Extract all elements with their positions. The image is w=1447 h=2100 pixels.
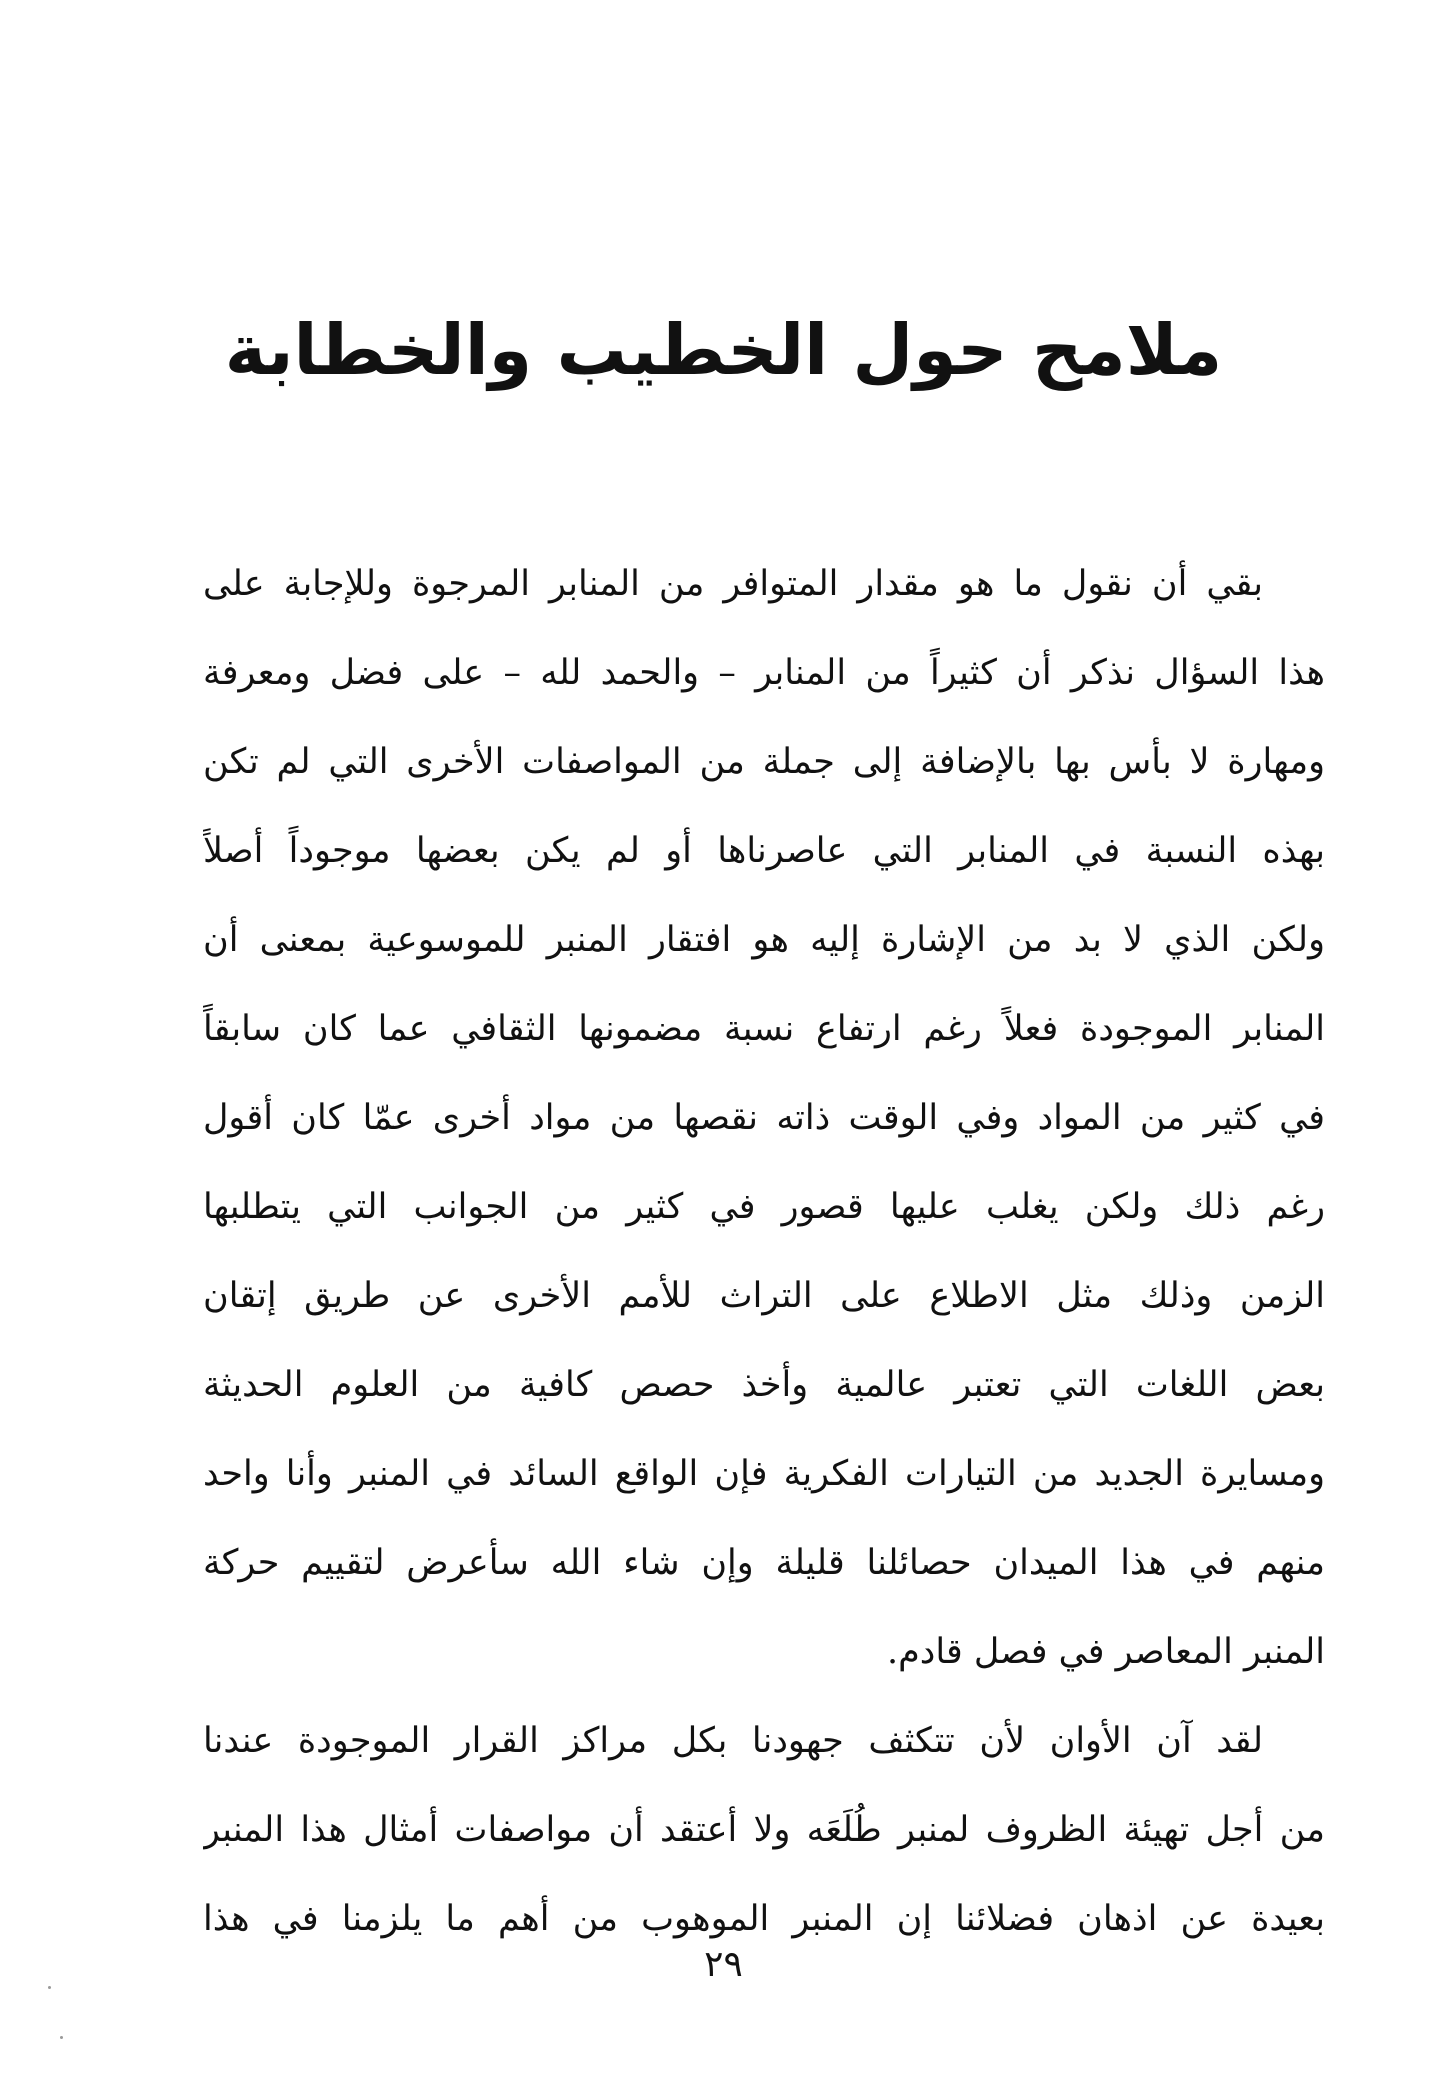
body-text bbox=[203, 540, 1325, 1964]
text-line: ومسايرة الجديد من التيارات الفكرية فإن الواقع السائد في المنبر وأنا واحد bbox=[203, 1454, 1325, 1494]
page-number: ٢٩ bbox=[704, 1944, 743, 1985]
text-line: ومهارة لا بأس بها بالإضافة إلى جملة من المواصفات الأخرى التي لم تكن bbox=[203, 742, 1325, 782]
text-line: ولكن الذي لا بد من الإشارة إليه هو افتقار المنبر للموسوعية بمعنى أن bbox=[203, 920, 1325, 960]
text-line: بعيدة عن اذهان فضلائنا إن المنبر الموهوب من أهم ما يلزمنا في هذا bbox=[203, 1899, 1325, 1939]
text-line: لقد آن الأوان لأن تتكثف جهودنا بكل مراكز القرار الموجودة عندنا bbox=[203, 1721, 1263, 1761]
paragraph-1 bbox=[203, 540, 1325, 1697]
text-line: من أجل تهيئة الظروف لمنبر طُلَعَه ولا أعتقد أن مواصفات أمثال هذا المنبر bbox=[203, 1810, 1325, 1850]
text-line: رغم ذلك ولكن يغلب عليها قصور في كثير من الجوانب التي يتطلبها bbox=[203, 1187, 1325, 1227]
paragraph-2 bbox=[203, 1697, 1325, 1964]
scan-speck bbox=[60, 2036, 63, 2039]
scan-speck bbox=[48, 1986, 51, 1989]
text-line: المنابر الموجودة فعلاً رغم ارتفاع نسبة مضمونها الثقافي عما كان سابقاً bbox=[203, 1009, 1325, 1049]
text-line: بهذه النسبة في المنابر التي عاصرناها أو لم يكن بعضها موجوداً أصلاً bbox=[203, 831, 1325, 871]
text-line: هذا السؤال نذكر أن كثيراً من المنابر – والحمد لله – على فضل ومعرفة bbox=[203, 653, 1325, 693]
text-line: في كثير من المواد وفي الوقت ذاته نقصها من مواد أخرى عمّا كان أقول bbox=[203, 1098, 1325, 1138]
text-line: الزمن وذلك مثل الاطلاع على التراث للأمم الأخرى عن طريق إتقان bbox=[203, 1276, 1325, 1316]
text-line: المنبر المعاصر في فصل قادم. bbox=[886, 1632, 1325, 1672]
text-line: بعض اللغات التي تعتبر عالمية وأخذ حصص كافية من العلوم الحديثة bbox=[203, 1365, 1325, 1405]
text-line: بقي أن نقول ما هو مقدار المتوافر من المنابر المرجوة وللإجابة على bbox=[203, 564, 1263, 604]
text-line: منهم في هذا الميدان حصائلنا قليلة وإن شاء الله سأعرض لتقييم حركة bbox=[203, 1543, 1325, 1583]
chapter-title: ملامح حول الخطيب والخطابة bbox=[224, 309, 1223, 391]
